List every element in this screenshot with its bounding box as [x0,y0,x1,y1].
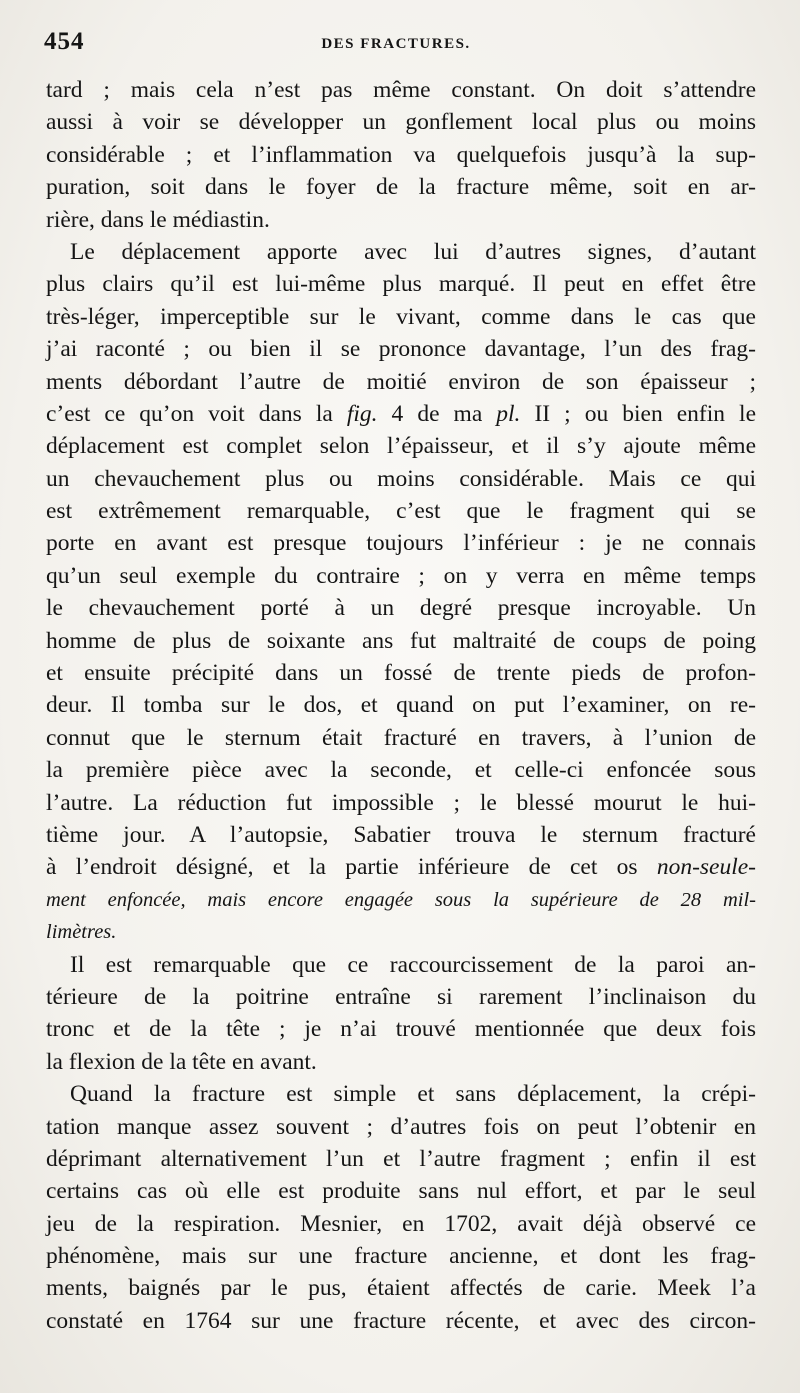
text-line: la flexion de la tête en avant. [46,1048,317,1075]
text-line: jeu de la respiration. Mesnier, en 1702, avait déjà observé ce [46,1210,756,1237]
paragraph-start: Il est remarquable que ce raccourcissement de la paroi an- [70,951,756,978]
text-line: deur. Il tomba sur le dos, et quand on put l’examiner, on re- [46,692,756,719]
text-line: j’ai raconté ; ou bien il se prononce davantage, l’un des frag- [46,336,756,363]
italic-quote-line: limètres. [46,921,117,944]
body-text [46,74,756,1337]
text-line: déplacement est complet selon l’épaisseur, et il s’y ajoute même [46,433,756,460]
paragraph-start: Le déplacement apporte avec lui d’autres signes, d’autant [70,238,756,265]
italic-quote: non-seule- [656,854,756,881]
text-line: tième jour. A l’autopsie, Sabatier trouva le sternum fracturé [46,821,756,848]
text-line: porte en avant est presque toujours l’inférieur : je ne connais [46,530,756,557]
text-line: et ensuite précipité dans un fossé de trente pieds de profon- [46,660,756,687]
text-line: le chevauchement porté à un degré presque incroyable. Un [46,595,756,622]
page-number: 454 [44,28,85,55]
italic-reference: fig. [346,400,378,427]
text-line: ments, baignés par le pus, étaient affectés de carie. Meek l’a [46,1275,756,1302]
paragraph-start: Quand la fracture est simple et sans déplacement, la crépi- [70,1081,756,1108]
text-line: homme de plus de soixante ans fut maltraité de coups de poing [46,627,756,654]
text-line: déprimant alternativement l’un et l’autre fragment ; enfin il est [46,1145,756,1172]
text-line: tronc et de la tête ; je n’ai trouvé mentionnée que deux fois [46,1016,756,1043]
running-head [44,28,748,62]
text-line: très-léger, imperceptible sur le vivant, comme dans le cas que [46,303,756,330]
text-line-with-figure-reference: c’est ce qu’on voit dans la fig. 4 de ma pl. II ; ou bien enfin le [46,400,757,427]
text-line: à l’endroit désigné, et la partie inférieure de cet os non-seule- [46,854,756,881]
text-line: qu’un seul exemple du contraire ; on y verra en même temps [46,562,756,589]
text-line: constaté en 1764 sur une fracture récente, et avec des circon- [46,1307,756,1334]
text-line: connut que le sternum était fracturé en travers, à l’union de [46,724,756,751]
text-line: aussi à voir se développer un gonflement local plus ou moins [46,109,756,136]
text-line: puration, soit dans le foyer de la fracture même, soit en ar- [46,174,756,201]
text-line: la première pièce avec la seconde, et celle-ci enfoncée sous [46,757,756,784]
italic-quote-line: ment enfoncée, mais encore engagée sous la supérieure de 28 mil- [46,888,756,911]
text-line: considérable ; et l’inflammation va quelquefois jusqu’à la sup- [46,141,756,168]
text-line: térieure de la poitrine entraîne si rarement l’inclinaison du [46,983,756,1010]
text-line: est extrêmement remarquable, c’est que le fragment qui se [46,498,756,525]
text-line: phénomène, mais sur une fracture ancienne, et dont les frag- [46,1243,756,1270]
text-line: plus clairs qu’il est lui-même plus marqué. Il peut en effet être [46,271,756,298]
text-line: tard ; mais cela n’est pas même constant. On doit s’attendre [46,77,756,103]
text-line: rière, dans le médiastin. [46,206,270,233]
italic-reference: pl. [496,400,521,427]
text-line: certains cas où elle est produite sans nul effort, et par le seul [46,1178,756,1205]
text-line: tation manque assez souvent ; d’autres fois on peut l’obtenir en [46,1113,756,1140]
text-line: l’autre. La réduction fut impossible ; le blessé mourut le hui- [46,789,756,816]
text-line: ments débordant l’autre de moitié environ de son épaisseur ; [46,368,756,395]
running-title: DES FRACTURES. [321,36,471,52]
text-line: un chevauchement plus ou moins considérable. Mais ce qui [46,465,756,492]
